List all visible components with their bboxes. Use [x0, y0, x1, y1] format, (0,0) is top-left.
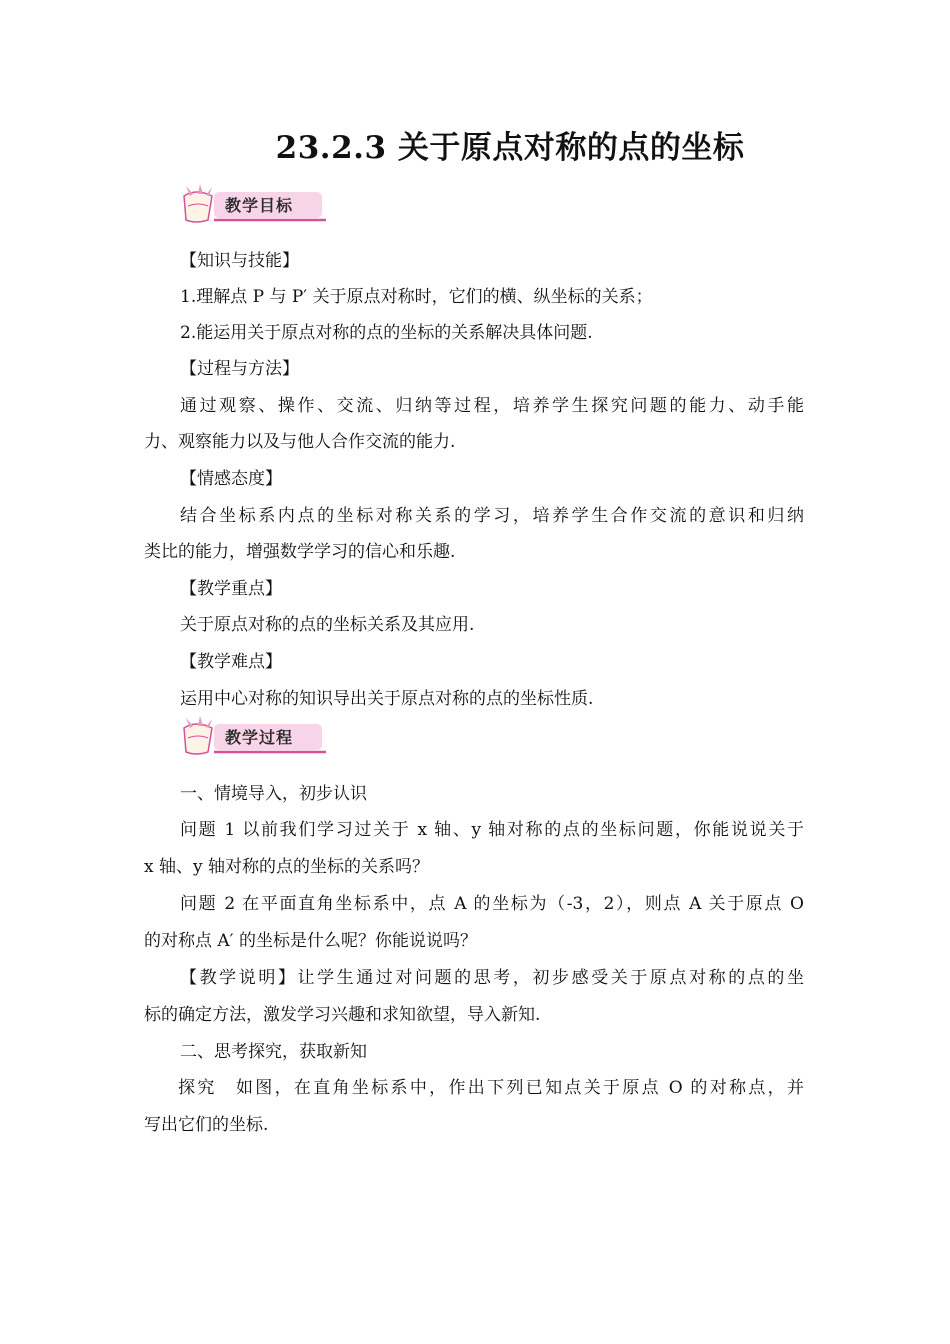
key-point-heading: 【教学重点】: [180, 579, 282, 599]
section2-heading: 二、思考探究，获取新知: [180, 1042, 367, 1062]
emotion-text-2: 类比的能力，增强数学学习的信心和乐趣.: [144, 542, 456, 562]
process-method-text-1: 通过观察、操作、交流、归纳等过程，培养学生探究问题的能力、动手能: [180, 396, 804, 416]
knowledge-item-1: 1.理解点 P 与 P′ 关于原点对称时，它们的横、纵坐标的关系；: [180, 287, 653, 307]
question1-line1: 问题 1 以前我们学习过关于 x 轴、y 轴对称的点的坐标问题，你能说说关于: [180, 820, 804, 840]
objectives-badge: [178, 184, 328, 226]
badge-label: 教学过程: [225, 728, 294, 747]
badge-label: 教学目标: [225, 196, 294, 215]
difficulty-heading: 【教学难点】: [180, 652, 282, 672]
teaching-note-line1: 【教学说明】让学生通过对问题的思考，初步感受关于原点对称的点的坐: [180, 968, 804, 988]
page-title: 23.2.3 关于原点对称的点的坐标: [275, 130, 745, 166]
difficulty-text: 运用中心对称的知识导出关于原点对称的点的坐标性质.: [180, 689, 594, 709]
question2-line2: 的对称点 A′ 的坐标是什么呢？你能说说吗？: [144, 931, 477, 951]
knowledge-item-2: 2.能运用关于原点对称的点的坐标的关系解决具体问题.: [180, 323, 593, 343]
question1-line2: x 轴、y 轴对称的点的坐标的关系吗？: [144, 857, 429, 877]
question2-line1: 问题 2 在平面直角坐标系中，点 A 的坐标为（-3，2），则点 A 关于原点 O: [180, 894, 804, 914]
knowledge-heading: 【知识与技能】: [180, 251, 299, 271]
emotion-text-1: 结合坐标系内点的坐标对称关系的学习，培养学生合作交流的意识和归纳: [180, 506, 804, 526]
section1-heading: 一、情境导入，初步认识: [180, 784, 367, 804]
explore-line1: 探究 如图，在直角坐标系中，作出下列已知点关于原点 O 的对称点，并: [178, 1078, 804, 1098]
key-point-text: 关于原点对称的点的坐标关系及其应用.: [180, 615, 475, 635]
teaching-note-line2: 标的确定方法，激发学习兴趣和求知欲望，导入新知.: [144, 1005, 541, 1025]
process-method-heading: 【过程与方法】: [180, 359, 299, 379]
emotion-heading: 【情感态度】: [180, 469, 282, 489]
process-badge: [178, 716, 328, 758]
explore-line2: 写出它们的坐标.: [144, 1115, 269, 1135]
process-method-text-2: 力、观察能力以及与他人合作交流的能力.: [144, 432, 456, 452]
